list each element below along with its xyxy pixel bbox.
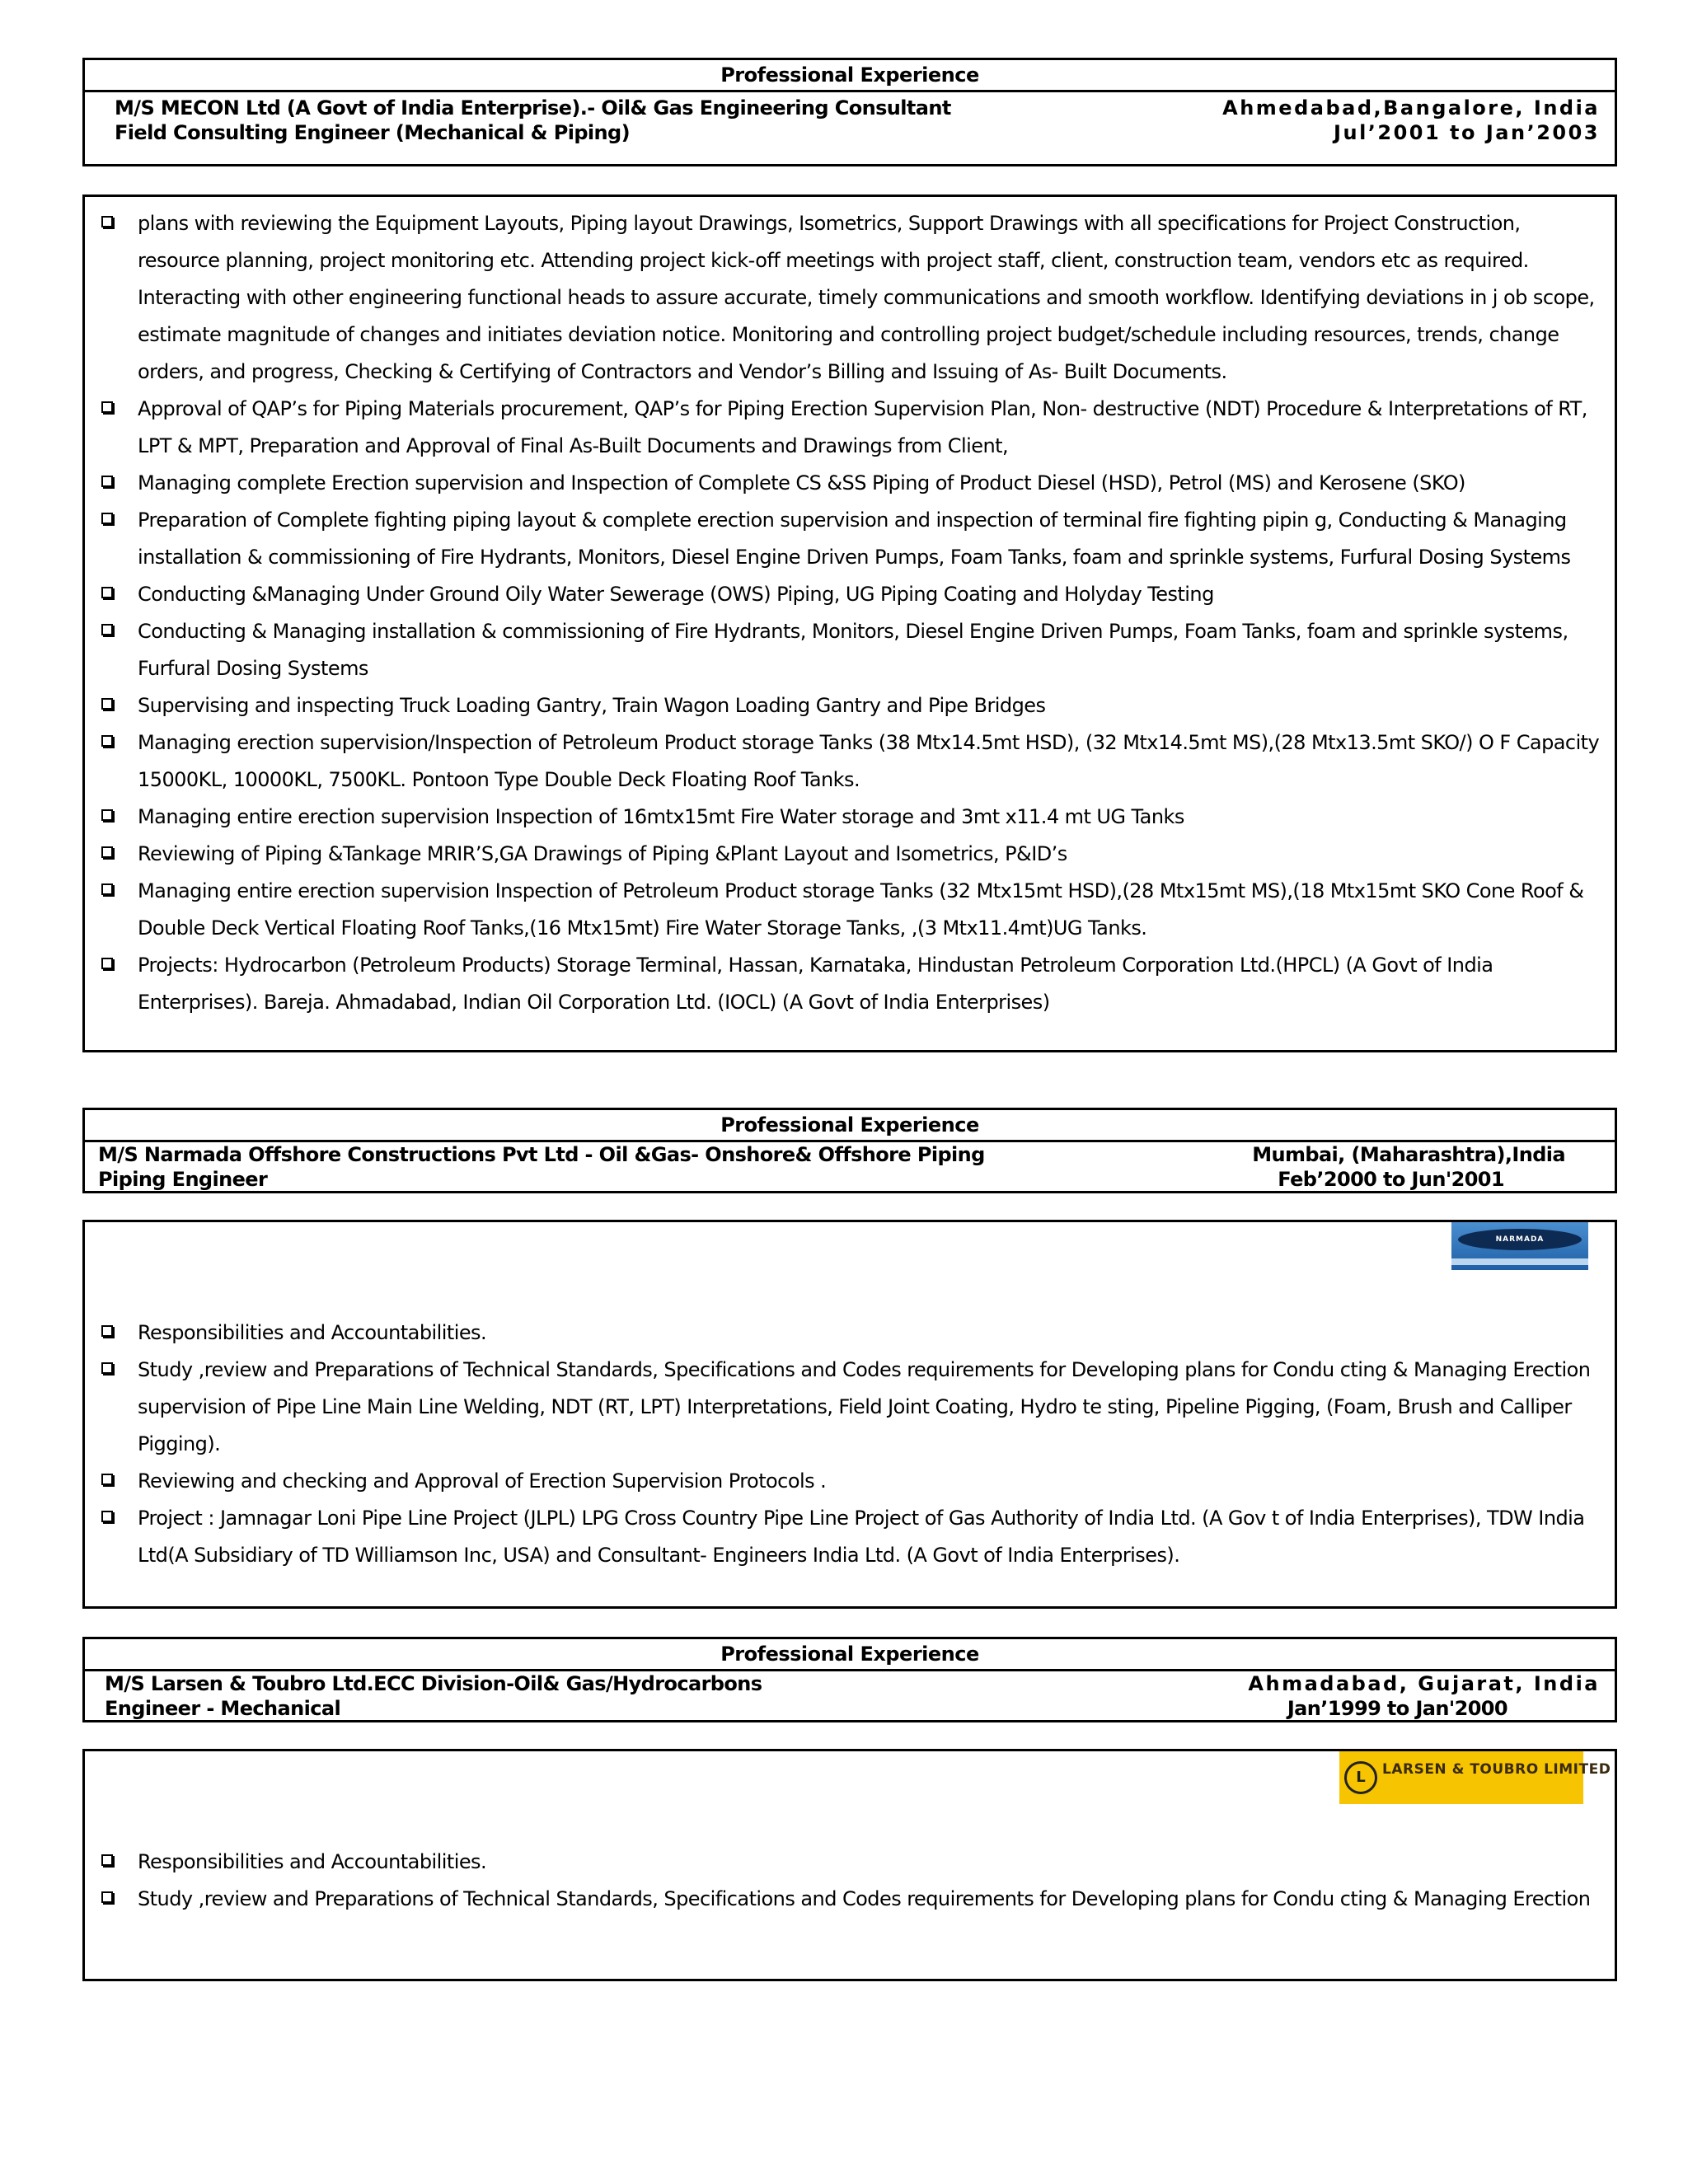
list-item: plans with reviewing the Equipment Layouts, Piping layout Drawings, Isometrics, Support Drawings with all specifications for Project Construction, resource planning, project monitoring etc. Attending project kick-off meetings with project staff, client, construction team, vendors etc as required. Interacting with other engineering functional heads to assure accurate, timely communications and smooth workflow. Identifying deviations in j ob scope, estimate magnitude of changes and initiates deviation notice. Monitoring and controlling project budget/schedule including resources, trends, change orders, and progress, Checking & Certifying of Contractors and Vendor’s Billing and Issuing of As- Built Documents. — [85, 205, 1606, 391]
checkbox-icon — [101, 809, 113, 821]
company-name: M/S Narmada Offshore Constructions Pvt Ltd - Oil &Gas- Onshore& Offshore Piping — [98, 1143, 985, 1166]
checkbox-icon — [101, 735, 113, 747]
list-item: Approval of QAP’s for Piping Materials procurement, QAP’s for Piping Erection Supervision Plan, Non- destructive (NDT) Procedure & Interpretations of RT, LPT & MPT, Preparation and Approval of Final As-Built Documents and Drawings from Client, — [85, 391, 1606, 465]
bullet-list — [85, 1315, 1606, 1574]
checkbox-icon — [101, 1474, 113, 1485]
company-logo — [1339, 1751, 1611, 1804]
checkbox-icon — [101, 1325, 113, 1337]
checkbox-icon — [101, 1362, 113, 1374]
location: Ahmedabad,Bangalore, India — [1222, 96, 1600, 120]
section-1-header — [82, 58, 1617, 166]
job-role: Engineer - Mechanical — [105, 1697, 341, 1720]
checkbox-icon — [101, 216, 113, 227]
checkbox-icon — [101, 958, 113, 969]
list-item: Conducting & Managing installation & commissioning of Fire Hydrants, Monitors, Diesel Engine Driven Pumps, Foam Tanks, foam and sprinkle systems, Furfural Dosing Systems — [85, 613, 1606, 687]
dates: Jan’1999 to Jan'2000 — [1287, 1697, 1507, 1720]
checkbox-icon — [101, 846, 113, 858]
section-2-header — [82, 1108, 1617, 1193]
company-row — [85, 1671, 1615, 1696]
role-row — [85, 1696, 1615, 1721]
dates: Jul’2001 to Jan’2003 — [1334, 121, 1600, 144]
list-item: Reviewing of Piping &Tankage MRIR’S,GA Drawings of Piping &Plant Layout and Isometrics, P&ID’s — [85, 836, 1606, 873]
logo-text: LARSEN & TOUBRO LIMITED — [1382, 1761, 1611, 1778]
list-item: Managing complete Erection supervision and Inspection of Complete CS &SS Piping of Product Diesel (HSD), Petrol (MS) and Kerosene (SKO) — [85, 465, 1606, 502]
checkbox-icon — [101, 401, 113, 413]
bullet-list — [85, 1844, 1606, 1918]
list-item: Projects: Hydrocarbon (Petroleum Products) Storage Terminal, Hassan, Karnataka, Hindustan Petroleum Corporation Ltd.(HPCL) (A Govt of India Enterprises). Bareja. Ahmadabad, Indian Oil Corporation Ltd. (IOCL) (A Govt of India Enterprises) — [85, 947, 1606, 1021]
checkbox-icon — [101, 1511, 113, 1522]
checkbox-icon — [101, 698, 113, 710]
list-item: Study ,review and Preparations of Technical Standards, Specifications and Codes requirements for Developing plans for Condu cting & Managing Erection — [85, 1881, 1606, 1918]
section-1-body — [82, 194, 1617, 1052]
list-item: Project : Jamnagar Loni Pipe Line Project (JLPL) LPG Cross Country Pipe Line Project of Gas Authority of India Ltd. (A Gov t of India Enterprises), TDW India Ltd(A Subsidiary of TD Williamson Inc, USA) and Consultant- Engineers India Ltd. (A Govt of India Enterprises). — [85, 1500, 1606, 1574]
list-item: Study ,review and Preparations of Technical Standards, Specifications and Codes requirements for Developing plans for Condu cting & Managing Erection supervision of Pipe Line Main Line Welding, NDT (RT, LPT) Interpretations, Field Joint Coating, Hydro te sting, Pipeline Pigging, (Foam, Brush and Calliper Pigging). — [85, 1352, 1606, 1463]
company-name: M/S MECON Ltd (A Govt of India Enterprise).- Oil& Gas Engineering Consultant — [115, 96, 951, 120]
list-item: Managing entire erection supervision Inspection of 16mtx15mt Fire Water storage and 3mt x11.4 mt UG Tanks — [85, 799, 1606, 836]
checkbox-icon — [101, 476, 113, 487]
section-title: Professional Experience — [85, 60, 1615, 92]
job-role: Field Consulting Engineer (Mechanical & Piping) — [115, 121, 630, 144]
company-row — [85, 96, 1615, 120]
checkbox-icon — [101, 1854, 113, 1866]
section-title: Professional Experience — [85, 1639, 1615, 1671]
job-role: Piping Engineer — [98, 1168, 268, 1191]
role-row — [85, 1167, 1615, 1192]
lt-logo-icon: L — [1344, 1761, 1377, 1794]
checkbox-icon — [101, 624, 113, 635]
checkbox-icon — [101, 883, 113, 895]
section-2-body — [82, 1220, 1617, 1609]
company-logo — [1451, 1222, 1588, 1270]
logo-tagline-bar — [1451, 1258, 1588, 1265]
checkbox-icon — [101, 1891, 113, 1903]
list-item: Supervising and inspecting Truck Loading Gantry, Train Wagon Loading Gantry and Pipe Bridges — [85, 687, 1606, 724]
location: Ahmadabad, Gujarat, India — [1248, 1672, 1600, 1695]
section-3-body — [82, 1749, 1617, 1981]
company-row — [85, 1142, 1615, 1167]
bullet-list — [85, 205, 1606, 1021]
checkbox-icon — [101, 587, 113, 598]
dates: Feb’2000 to Jun'2001 — [1278, 1168, 1504, 1191]
list-item: Managing entire erection supervision Inspection of Petroleum Product storage Tanks (32 Mtx15mt HSD),(28 Mtx15mt MS),(18 Mtx15mt SKO Cone Roof & Double Deck Vertical Floating Roof Tanks,(16 Mtx15mt) Fire Water Storage Tanks, ,(3 Mtx11.4mt)UG Tanks. — [85, 873, 1606, 947]
list-item: Preparation of Complete fighting piping layout & complete erection supervision and inspection of terminal fire fighting pipin g, Conducting & Managing installation & commissioning of Fire Hydrants, Monitors, Diesel Engine Driven Pumps, Foam Tanks, foam and sprinkle systems, Furfural Dosing Systems — [85, 502, 1606, 576]
logo-text: NARMADA — [1458, 1229, 1582, 1250]
section-3-header — [82, 1637, 1617, 1722]
role-row — [85, 120, 1615, 145]
list-item: Responsibilities and Accountabilities. — [85, 1844, 1606, 1881]
company-name: M/S Larsen & Toubro Ltd.ECC Division-Oil& Gas/Hydrocarbons — [105, 1672, 762, 1695]
list-item: Conducting &Managing Under Ground Oily Water Sewerage (OWS) Piping, UG Piping Coating and Holyday Testing — [85, 576, 1606, 613]
checkbox-icon — [101, 513, 113, 524]
section-title: Professional Experience — [85, 1110, 1615, 1142]
location: Mumbai, (Maharashtra),India — [1252, 1143, 1565, 1166]
list-item: Managing erection supervision/Inspection of Petroleum Product storage Tanks (38 Mtx14.5mt HSD), (32 Mtx14.5mt MS),(28 Mtx13.5mt SKO/) O F Capacity 15000KL, 10000KL, 7500KL. Pontoon Type Double Deck Floating Roof Tanks. — [85, 724, 1606, 799]
list-item: Reviewing and checking and Approval of Erection Supervision Protocols . — [85, 1463, 1606, 1500]
list-item: Responsibilities and Accountabilities. — [85, 1315, 1606, 1352]
